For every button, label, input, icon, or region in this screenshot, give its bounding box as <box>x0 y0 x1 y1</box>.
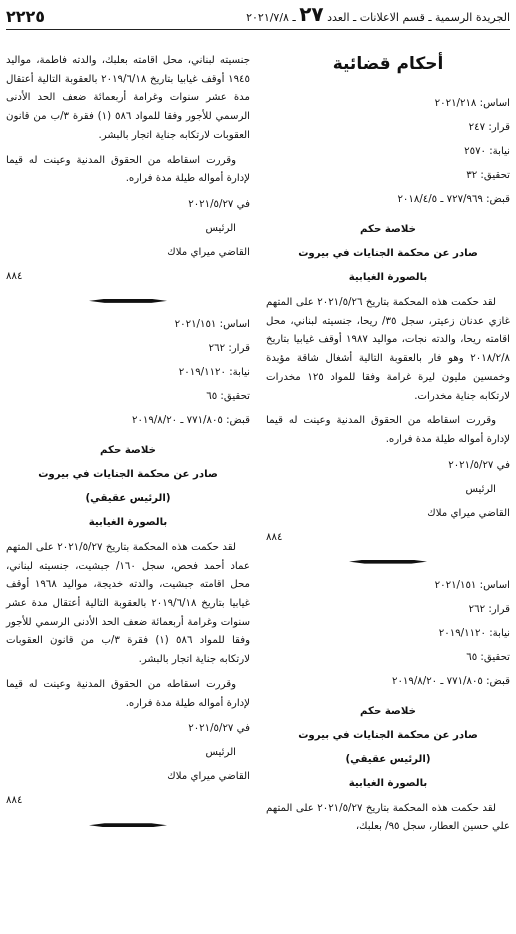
case-president: الرئيس <box>205 222 236 234</box>
separator <box>6 289 250 313</box>
case-date: في ٢٠٢١/٥/٢٧ <box>188 723 250 735</box>
case-date: في ٢٠٢١/٥/٢٧ <box>448 459 510 471</box>
case-summary-heading: خلاصة حكم <box>360 705 416 717</box>
case-chair: (الرئيس عقيقي) <box>345 753 431 765</box>
left-column <box>6 52 250 837</box>
case-asas: اساس: ٢٠٢١/٢١٨ <box>434 98 510 109</box>
case-qabd: قبض: ٧٧١/٨٠٥ ـ ٢٠١٩/٨/٢٠ <box>131 414 250 426</box>
case-president: الرئيس <box>465 483 496 495</box>
case-3 <box>6 313 250 837</box>
case-court: صادر عن محكمة الجنايات في بيروت <box>298 729 478 741</box>
issue-number: ٢٧ <box>299 2 324 26</box>
case-judge: القاضي ميراي ملاك <box>427 507 510 519</box>
case-niyaba: نيابة: ٢٠١٩/١١٢٠ <box>178 366 250 378</box>
gazette-title <box>246 2 510 26</box>
case-tahqiq: تحقيق: ٦٥ <box>206 390 250 402</box>
case-judge: القاضي ميراي ملاك <box>167 771 250 783</box>
case-niyaba: نيابة: ٢٠١٩/١١٢٠ <box>438 627 510 639</box>
page-number: ٢٢٢٥ <box>6 7 46 26</box>
case-summary-heading: خلاصة حكم <box>360 224 416 235</box>
case-code: ٨٨٤ <box>6 795 23 807</box>
case-2-continuation <box>6 52 250 313</box>
case-date: في ٢٠٢١/٥/٢٧ <box>188 198 250 210</box>
case-niyaba: نيابة: ٢٥٧٠ <box>464 146 510 157</box>
page-header <box>6 4 510 30</box>
case-2 <box>266 574 510 837</box>
case-body: لقد حكمت هذه المحكمة بتاريخ ٢٠٢١/٥/٢٦ على المتهم غازي عدنان زعيتر، سجل ٣٥/ ريحا، جنسيته لبناني، محل اقامته ريحا، والدته نجات، مواليد ١٩٨٧ أوقف غيابيا بتاريخ ٢٠١٨/٢/٨ وهو فار بالعقوبة التالية أشغال شاقة مؤبدة وخمسين مليون ليرة غرامة وفقا للمواد ١٢٥ مخدرات لارتكابه جناية مخدرات. <box>266 297 510 402</box>
case-asas: اساس: ٢٠٢١/١٥١ <box>174 318 250 330</box>
case-body-continued: جنسيته لبناني، محل اقامته بعلبك، والدته فاطمة، مواليد ١٩٤٥ أوقف غيابيا بتاريخ ٢٠١٩/٦/١٨ بالعقوبة التالية أعتقال مدة عشر سنوات وغرامة أربعمائة ضعف الحد الأدنى الرسمي للأجور وفقا للمواد ٥٨٦ (١) فقرة ٣/ب من قانون العقوبات لارتكابه جناية اتجار بالبشر. <box>6 55 251 141</box>
gazette-title-text: الجريدة الرسمية ـ قسم الاعلانات ـ العدد <box>327 11 510 24</box>
case-summary-heading: خلاصة حكم <box>100 444 156 456</box>
case-judge: القاضي ميراي ملاك <box>167 246 250 258</box>
case-form: بالصورة الغيابية <box>88 516 168 528</box>
section-title: أحكام قضائية <box>332 54 444 74</box>
separator <box>266 550 510 574</box>
case-president: الرئيس <box>205 747 236 759</box>
case-court: صادر عن محكمة الجنايات في بيروت <box>38 468 218 480</box>
case-decision: وقررت اسقاطه من الحقوق المدنية وعينت له قيما لإدارة أمواله طيلة مدة فراره. <box>6 154 250 185</box>
case-qabd: قبض: ٧٢٧/٩٦٩ ـ ٢٠١٨/٤/٥ <box>397 194 510 205</box>
case-qabd: قبض: ٧٧١/٨٠٥ ـ ٢٠١٩/٨/٢٠ <box>391 675 510 687</box>
case-asas: اساس: ٢٠٢١/١٥١ <box>434 579 510 591</box>
case-body: لقد حكمت هذه المحكمة بتاريخ ٢٠٢١/٥/٢٧ على المتهم عماد أحمد فحص، سجل ١٦٠/ جبشيت، جنسيته لبناني، محل اقامته جبشيت، والدته خديجة، مواليد ١٩٦٨ أوقف غيابيا بتاريخ ٢٠١٩/٦/١٨ بالعقوبة التالية أعتقال مدة عشر سنوات وغرامة أربعمائة ضعف الحد الأدنى الرسمي للأجور وفقا للمواد ٥٨٦ (١) فقرة ٣/ب من قانون العقوبات لارتكابه جناية اتجار بالبشر. <box>6 541 250 666</box>
case-1 <box>266 92 510 574</box>
case-code: ٨٨٤ <box>6 270 23 282</box>
separator <box>6 813 250 837</box>
case-chair: (الرئيس عقيقي) <box>85 492 171 504</box>
case-court: صادر عن محكمة الجنايات في بيروت <box>298 248 478 259</box>
case-form: بالصورة الغيابية <box>348 777 428 789</box>
case-form: بالصورة الغيابية <box>348 272 428 283</box>
case-decision: وقررت اسقاطه من الحقوق المدنية وعينت له قيما لإدارة أمواله طيلة مدة فراره. <box>6 678 250 709</box>
issue-date: ـ ٢٠٢١/٧/٨ <box>246 11 296 24</box>
case-qarar: قرار: ٢٤٧ <box>468 122 510 133</box>
case-qarar: قرار: ٢٦٢ <box>208 342 250 354</box>
case-tahqiq: تحقيق: ٣٢ <box>466 170 510 181</box>
case-body: لقد حكمت هذه المحكمة بتاريخ ٢٠٢١/٥/٢٧ على المتهم علي حسين العطار، سجل ٩٥/ بعلبك، <box>266 802 510 833</box>
right-column <box>266 40 510 837</box>
case-decision: وقررت اسقاطه من الحقوق المدنية وعينت له قيما لإدارة أمواله طيلة مدة فراره. <box>266 415 510 445</box>
case-qarar: قرار: ٢٦٢ <box>468 603 510 615</box>
case-code: ٨٨٤ <box>266 531 283 543</box>
case-tahqiq: تحقيق: ٦٥ <box>466 651 510 663</box>
